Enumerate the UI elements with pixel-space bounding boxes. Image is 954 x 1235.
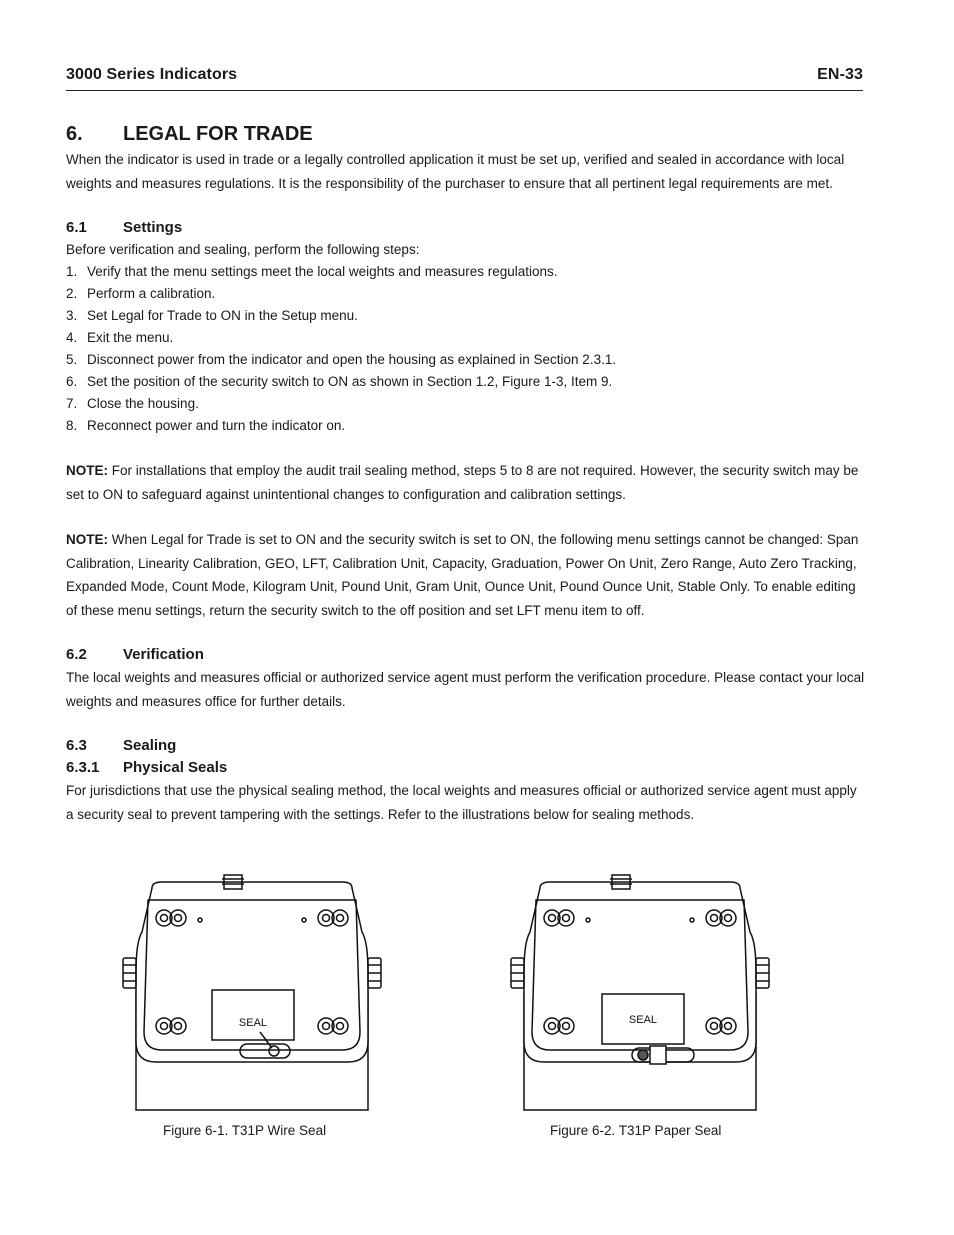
section-heading: [66, 120, 866, 148]
section-title: LEGAL FOR TRADE: [123, 123, 313, 145]
sealing-title: Sealing: [123, 737, 177, 754]
list-item: 7. Close the housing.: [66, 396, 199, 411]
page-header: [66, 64, 863, 91]
settings-heading: [66, 217, 866, 239]
list-item: 1. Verify that the menu settings meet the local weights and measures regulations.: [66, 264, 558, 279]
section-number: 6.: [66, 123, 83, 145]
list-item: 6. Set the position of the security switch to ON as shown in Section 1.2, Figure 1-3, Item 9.: [66, 374, 613, 389]
figure-paper-seal: [500, 872, 780, 1114]
figure-caption: Figure 6-2. T31P Paper Seal: [550, 1123, 722, 1138]
list-item: 8. Reconnect power and turn the indicator on.: [66, 418, 346, 433]
list-item: 3. Set Legal for Trade to ON in the Setup menu.: [66, 308, 358, 323]
sealing-heading: [66, 735, 866, 757]
figure-wire-seal: [112, 872, 392, 1114]
header-title: 3000 Series Indicators: [66, 66, 238, 83]
list-item: 5. Disconnect power from the indicator and open the housing as explained in Section 2.3.1.: [66, 352, 617, 367]
settings-lead: Before verification and sealing, perform the following steps:: [66, 242, 420, 257]
note-label: NOTE:: [66, 532, 108, 547]
seal-label: SEAL: [628, 1014, 658, 1026]
section-intro: When the indicator is used in trade or a legally controlled application it must be set up, verified and sealed in accordance with local weights and measures regulations. It is the responsibility of the purchaser to ensure that all pertinent legal requirements are met.: [66, 152, 845, 191]
settings-title: Settings: [123, 219, 183, 236]
verification-text: The local weights and measures official or authorized service agent must perform the verification procedure. Please contact your local weights and measures office for further details.: [66, 670, 865, 709]
physical-seals-heading: [66, 757, 866, 779]
sealing-number: 6.3: [66, 737, 87, 754]
list-item: 2. Perform a calibration.: [66, 286, 216, 301]
page-content: [66, 120, 866, 826]
settings-number: 6.1: [66, 219, 87, 236]
indicator-back-illustration: [112, 872, 392, 1114]
physical-seals-title: Physical Seals: [123, 759, 228, 776]
sealing-text: For jurisdictions that use the physical sealing method, the local weights and measures official or authorized service agent must apply a security seal to prevent tampering with the settings. Refer to the illustrations below for sealing methods.: [66, 783, 857, 822]
page-number: EN-33: [817, 66, 863, 83]
verification-number: 6.2: [66, 646, 87, 663]
verification-heading: [66, 644, 866, 666]
figure-caption: Figure 6-1. T31P Wire Seal: [163, 1123, 327, 1138]
indicator-back-illustration: [500, 872, 780, 1114]
settings-steps: [66, 239, 866, 437]
seal-label: SEAL: [238, 1017, 268, 1029]
note-audit-trail: NOTE: For installations that employ the audit trail sealing method, steps 5 to 8 are not required. However, the security switch may be set to ON to safeguard against unintentional changes to configuration and calibration settings.: [66, 463, 859, 502]
note-locked-settings: NOTE: When Legal for Trade is set to ON and the security switch is set to ON, the following menu settings cannot be changed: Span Calibration, Linearity Calibration, GEO, LFT, Calibration Unit, Capacity, Graduation, Power On Unit, Zero Range, Auto Zero Tracking, Expanded Mode, Count Mode, Kilogram Unit, Pound Unit, Gram Unit, Ounce Unit, Pound Ounce Unit, Stable Only. To enable editing of these menu settings, return the security switch to the off position and set LFT menu item to off.: [66, 532, 859, 618]
note-label: NOTE:: [66, 463, 108, 478]
physical-seals-number: 6.3.1: [66, 759, 100, 776]
list-item: 4. Exit the menu.: [66, 330, 174, 345]
verification-title: Verification: [123, 646, 204, 663]
